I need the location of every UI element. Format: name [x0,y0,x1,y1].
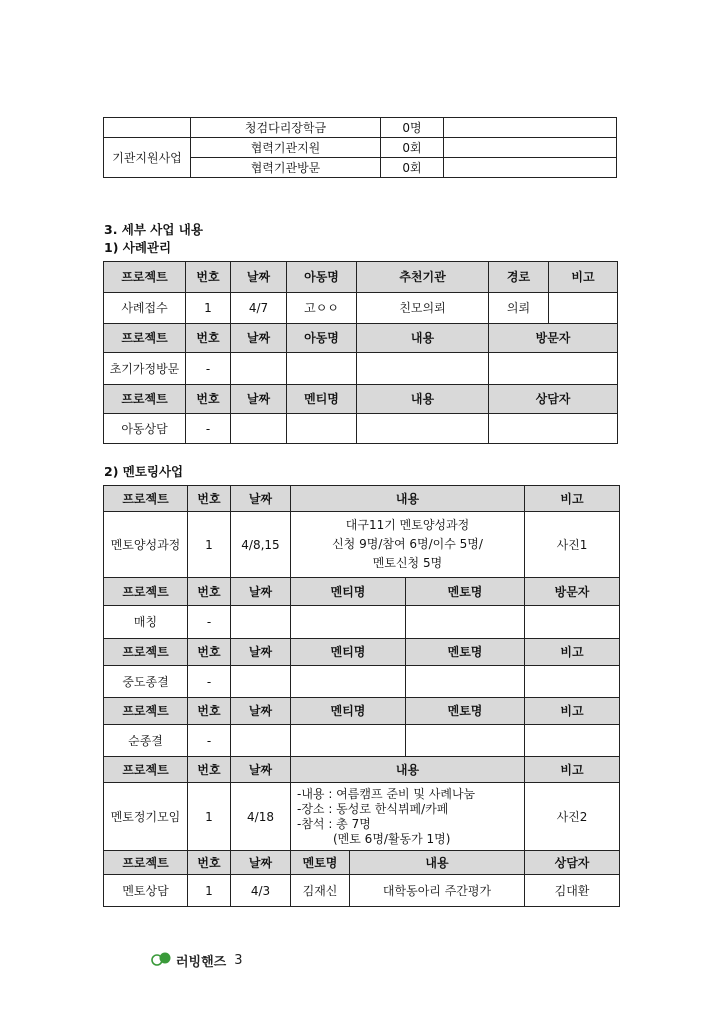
cell-mentor [406,666,525,698]
header-no: 번호 [186,324,231,353]
cell-mentor [406,606,525,639]
cell-date [231,353,287,385]
page-footer [150,950,243,971]
cell-note [549,293,618,324]
header-counselor: 상담자 [489,385,618,414]
header-mentor: 멘토명 [406,578,525,606]
header-date: 날짜 [231,385,287,414]
cell-content [357,414,489,444]
cell-project: 순종결 [104,725,188,757]
header-content: 내용 [357,324,489,353]
cell-no: 1 [188,783,231,851]
cell-date: 4/7 [231,293,287,324]
cell-agency: 친모의뢰 [357,293,489,324]
header-no: 번호 [188,486,231,512]
cell-mentee [291,606,406,639]
section-title: 3. 세부 사업 내용 [104,222,203,237]
cell-date: 4/8,15 [231,512,291,578]
cell-date [231,666,291,698]
cell-project: 멘토정기모임 [104,783,188,851]
header-date: 날짜 [231,486,291,512]
cell-empty-top [104,118,191,138]
table-mentoring [103,485,620,907]
header-no: 번호 [188,639,231,666]
header-note: 비고 [525,486,620,512]
cell-note [525,725,620,757]
header-no: 번호 [186,262,231,293]
header-note: 비고 [525,757,620,783]
cell-content [291,783,525,851]
content-line: -장소 : 동성로 한식뷔페/카페 [297,801,449,816]
content-line: -내용 : 여름캠프 준비 및 사례나눔 [297,786,476,801]
cell-project: 초기가정방문 [104,353,186,385]
header-date: 날짜 [231,757,291,783]
page-number: 3 [234,953,243,968]
header-project: 프로젝트 [104,851,188,875]
cell-count: 0명 [381,118,444,138]
header-content: 내용 [291,486,525,512]
cell-no: 1 [188,512,231,578]
header-project: 프로젝트 [104,639,188,666]
content-line: -참석 : 총 7명 [297,816,371,831]
header-no: 번호 [188,851,231,875]
header-date: 날짜 [231,262,287,293]
loving-hands-logo-icon [150,950,172,971]
table-institution-support [103,117,617,178]
header-child: 아동명 [287,262,357,293]
header-visitor: 방문자 [489,324,618,353]
cell-mentee [287,414,357,444]
cell-note [444,138,617,158]
footer-brand: 러빙핸즈 [176,955,227,970]
cell-no: - [188,606,231,639]
cell-mentee [291,666,406,698]
cell-note: 사진2 [525,783,620,851]
header-no: 번호 [188,578,231,606]
cell-no: 1 [186,293,231,324]
cell-mentee [291,725,406,757]
header-mentor: 멘토명 [291,851,350,875]
header-content: 내용 [357,385,489,414]
header-date: 날짜 [231,639,291,666]
header-date: 날짜 [231,324,287,353]
cell-note [444,158,617,178]
header-content: 내용 [291,757,525,783]
cell-project: 중도종결 [104,666,188,698]
cell-content [357,353,489,385]
header-note: 비고 [525,639,620,666]
content-line: 신청 9명/참여 6명/이수 5명/ [332,537,483,551]
header-project: 프로젝트 [104,385,186,414]
header-agency: 추천기관 [357,262,489,293]
cell-project: 멘토양성과정 [104,512,188,578]
cell-note [525,666,620,698]
cell-project: 매칭 [104,606,188,639]
cell-mentor: 김재신 [291,875,350,907]
cell-no: - [188,666,231,698]
cell-no: - [188,725,231,757]
cell-date: 4/18 [231,783,291,851]
cell-date: 4/3 [231,875,291,907]
cell-date [231,414,287,444]
cell-date [231,725,291,757]
header-counselor: 상담자 [525,851,620,875]
header-note: 비고 [549,262,618,293]
cell-project: 사례접수 [104,293,186,324]
cell-count: 0회 [381,158,444,178]
header-no: 번호 [186,385,231,414]
header-date: 날짜 [231,851,291,875]
header-date: 날짜 [231,578,291,606]
cell-date [231,606,291,639]
header-project: 프로젝트 [104,578,188,606]
content-line: 대구11기 멘토양성과정 [345,518,470,532]
cell-group-label: 기관지원사업 [104,138,191,178]
header-route: 경로 [489,262,549,293]
cell-visitor [525,606,620,639]
header-project: 프로젝트 [104,262,186,293]
content-line: (멘토 6명/활동가 1명) [333,831,451,846]
header-project: 프로젝트 [104,698,188,725]
cell-counselor: 김대환 [525,875,620,907]
cell-count: 0회 [381,138,444,158]
cell-note: 사진1 [525,512,620,578]
cell-no: - [186,353,231,385]
header-note: 비고 [525,698,620,725]
cell-name: 협력기관지원 [191,138,381,158]
header-mentee: 멘티명 [291,639,406,666]
header-project: 프로젝트 [104,324,186,353]
cell-child: 고ㅇㅇ [287,293,357,324]
subsection-title-mentoring: 2) 멘토링사업 [104,464,184,479]
cell-content: 대학동아리 주간평가 [350,875,525,907]
cell-name: 청검다리장학금 [191,118,381,138]
header-content: 내용 [350,851,525,875]
header-project: 프로젝트 [104,486,188,512]
content-line: 멘토신청 5명 [372,556,443,570]
subsection-title-case: 1) 사례관리 [104,240,172,255]
cell-content [291,512,525,578]
cell-name: 협력기관방문 [191,158,381,178]
header-mentee: 멘티명 [291,698,406,725]
header-visitor: 방문자 [525,578,620,606]
header-date: 날짜 [231,698,291,725]
cell-counselor [489,414,618,444]
table-case-management [103,261,618,444]
cell-no: 1 [188,875,231,907]
cell-no: - [186,414,231,444]
header-mentee: 멘티명 [291,578,406,606]
cell-mentor [406,725,525,757]
cell-visitor [489,353,618,385]
cell-route: 의뢰 [489,293,549,324]
cell-note [444,118,617,138]
cell-child [287,353,357,385]
header-project: 프로젝트 [104,757,188,783]
header-mentor: 멘토명 [406,698,525,725]
header-no: 번호 [188,698,231,725]
header-child: 아동명 [287,324,357,353]
cell-project: 멘토상담 [104,875,188,907]
header-mentor: 멘토명 [406,639,525,666]
cell-project: 아동상담 [104,414,186,444]
header-no: 번호 [188,757,231,783]
header-mentee: 멘티명 [287,385,357,414]
